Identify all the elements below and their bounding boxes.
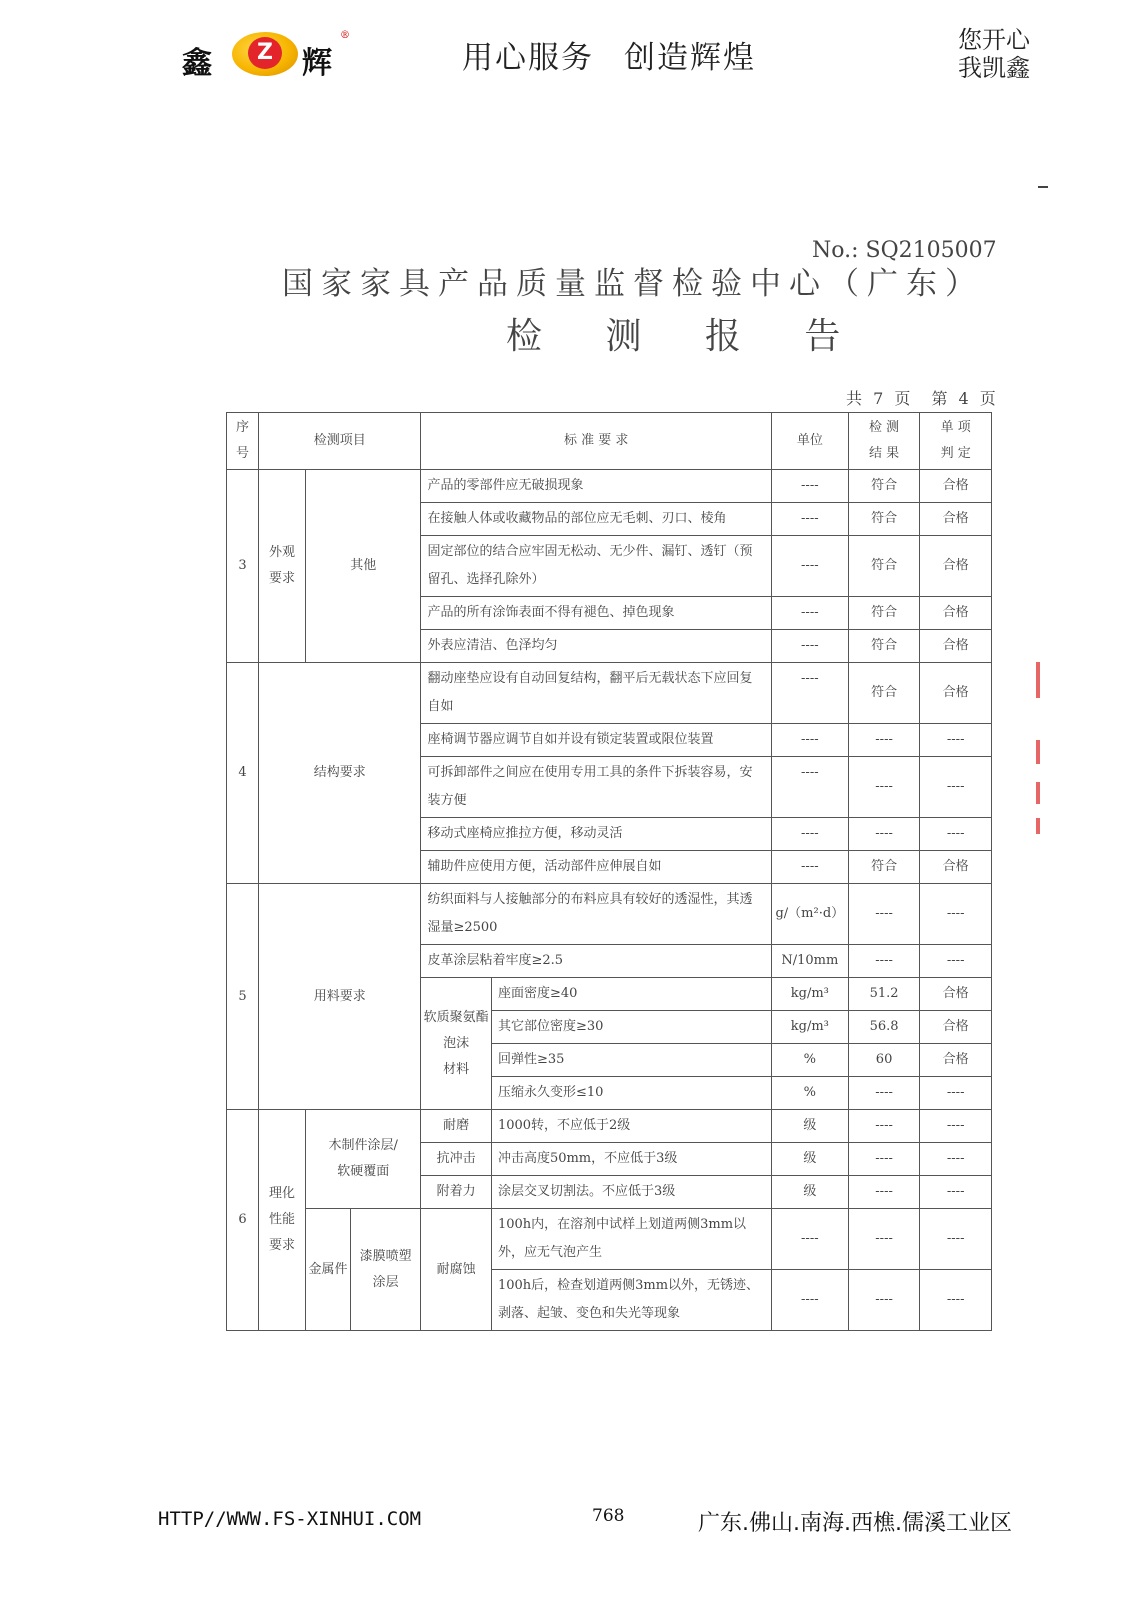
requirement: 100h后，检查划道两侧3mm以外，无锈迹、剥落、起皱、变色和失光等现象 bbox=[491, 1270, 771, 1331]
result: ---- bbox=[848, 818, 920, 851]
foam-material-label: 软质聚氨酯泡沫 材料 bbox=[421, 978, 492, 1110]
verdict: ---- bbox=[920, 757, 992, 818]
requirement: 涂层交叉切割法。不应低于3级 bbox=[491, 1176, 771, 1209]
requirement: 可拆卸部件之间应在使用专用工具的条件下拆装容易，安装方便 bbox=[421, 757, 771, 818]
unit: ---- bbox=[771, 630, 848, 663]
result: 51.2 bbox=[848, 978, 920, 1011]
unit: ---- bbox=[771, 1209, 848, 1270]
tagline bbox=[958, 26, 1030, 82]
result: 符合 bbox=[848, 470, 920, 503]
table-header-row bbox=[227, 413, 992, 470]
page-header bbox=[0, 0, 1131, 110]
company-logo bbox=[182, 28, 354, 80]
metal-part-label: 金属件 bbox=[306, 1209, 351, 1331]
section-category: 理化 性能 要求 bbox=[259, 1110, 306, 1331]
test-name: 抗冲击 bbox=[421, 1143, 492, 1176]
verdict: ---- bbox=[920, 884, 992, 945]
margin-mark bbox=[1038, 186, 1048, 188]
table-row bbox=[227, 470, 992, 503]
requirement: 翻动座垫应设有自动回复结构，翻平后无载状态下应回复自如 bbox=[421, 663, 771, 724]
logo-char-hui: 辉 bbox=[302, 46, 332, 81]
table-row bbox=[227, 663, 992, 724]
unit: % bbox=[771, 1044, 848, 1077]
unit: % bbox=[771, 1077, 848, 1110]
wood-coating-label: 木制件涂层/ 软硬覆面 bbox=[306, 1110, 421, 1209]
result: ---- bbox=[848, 1176, 920, 1209]
verdict: 合格 bbox=[920, 536, 992, 597]
unit: ---- bbox=[771, 597, 848, 630]
verdict: ---- bbox=[920, 1110, 992, 1143]
table-row bbox=[227, 1110, 992, 1143]
current-page: 第 4 页 bbox=[931, 389, 999, 408]
organization-name: 国家家具产品质量监督检验中心（广东） bbox=[282, 266, 984, 302]
requirement: 座面密度≥40 bbox=[491, 978, 771, 1011]
website-link[interactable]: HTTP//WWW.FS-XINHUI.COM bbox=[158, 1508, 422, 1530]
result: ---- bbox=[848, 1143, 920, 1176]
header-verdict: 单 项 判 定 bbox=[920, 413, 992, 470]
slogan-part-1: 用心服务 bbox=[462, 40, 594, 76]
verdict: 合格 bbox=[920, 978, 992, 1011]
requirement: 其它部位密度≥30 bbox=[491, 1011, 771, 1044]
section-number: 6 bbox=[227, 1110, 259, 1331]
result: ---- bbox=[848, 1270, 920, 1331]
unit: ---- bbox=[771, 536, 848, 597]
requirement: 在接触人体或收藏物品的部位应无毛刺、刃口、棱角 bbox=[421, 503, 771, 536]
unit: 级 bbox=[771, 1143, 848, 1176]
result: ---- bbox=[848, 1209, 920, 1270]
verdict: ---- bbox=[920, 1143, 992, 1176]
result: 符合 bbox=[848, 536, 920, 597]
verdict: 合格 bbox=[920, 630, 992, 663]
result: 56.8 bbox=[848, 1011, 920, 1044]
section-category: 用料要求 bbox=[259, 884, 421, 1110]
section-subcategory: 其他 bbox=[306, 470, 421, 663]
unit: ---- bbox=[771, 724, 848, 757]
logo-z-mark: Z bbox=[248, 37, 282, 69]
test-name: 耐磨 bbox=[421, 1110, 492, 1143]
requirement: 冲击高度50mm，不应低于3级 bbox=[491, 1143, 771, 1176]
verdict: ---- bbox=[920, 1176, 992, 1209]
result: 60 bbox=[848, 1044, 920, 1077]
unit: N/10mm bbox=[771, 945, 848, 978]
header-item: 检测项目 bbox=[259, 413, 421, 470]
table-row bbox=[227, 884, 992, 945]
slogan-part-2: 创造辉煌 bbox=[624, 40, 756, 76]
requirement: 座椅调节器应调节自如并设有锁定装置或限位装置 bbox=[421, 724, 771, 757]
header-result: 检 测 结 果 bbox=[848, 413, 920, 470]
verdict: 合格 bbox=[920, 470, 992, 503]
seal-mark bbox=[1036, 740, 1040, 764]
verdict: 合格 bbox=[920, 851, 992, 884]
result: 符合 bbox=[848, 597, 920, 630]
result: 符合 bbox=[848, 663, 920, 724]
verdict: 合格 bbox=[920, 1044, 992, 1077]
requirement: 皮革涂层粘着牢度≥2.5 bbox=[421, 945, 771, 978]
requirement: 移动式座椅应推拉方便，移动灵活 bbox=[421, 818, 771, 851]
tagline-line-1: 您开心 bbox=[958, 26, 1030, 54]
section-category: 结构要求 bbox=[259, 663, 421, 884]
unit: ---- bbox=[771, 757, 848, 818]
verdict: 合格 bbox=[920, 503, 992, 536]
requirement: 回弹性≥35 bbox=[491, 1044, 771, 1077]
unit: ---- bbox=[771, 470, 848, 503]
section-number: 3 bbox=[227, 470, 259, 663]
header-standard: 标 准 要 求 bbox=[421, 413, 771, 470]
logo-char-xin: 鑫 bbox=[182, 46, 212, 81]
verdict: ---- bbox=[920, 818, 992, 851]
company-address: 广东.佛山.南海.西樵.儒溪工业区 bbox=[698, 1511, 1012, 1536]
header-seq: 序 号 bbox=[227, 413, 259, 470]
requirement: 纺织面料与人接触部分的布料应具有较好的透湿性，其透湿量≥2500 bbox=[421, 884, 771, 945]
unit: 级 bbox=[771, 1176, 848, 1209]
verdict: ---- bbox=[920, 1209, 992, 1270]
corrosion-label: 耐腐蚀 bbox=[421, 1209, 492, 1331]
table-row bbox=[227, 1209, 992, 1270]
section-number: 4 bbox=[227, 663, 259, 884]
tagline-line-2: 我凯鑫 bbox=[958, 54, 1030, 82]
slogan bbox=[462, 32, 756, 77]
requirement: 压缩永久变形≤10 bbox=[491, 1077, 771, 1110]
result: 符合 bbox=[848, 503, 920, 536]
verdict: 合格 bbox=[920, 663, 992, 724]
verdict: ---- bbox=[920, 1270, 992, 1331]
requirement: 外表应清洁、色泽均匀 bbox=[421, 630, 771, 663]
verdict: 合格 bbox=[920, 597, 992, 630]
section-category: 外观 要求 bbox=[259, 470, 306, 663]
inspection-table bbox=[226, 412, 992, 1331]
result: 符合 bbox=[848, 851, 920, 884]
result: ---- bbox=[848, 1110, 920, 1143]
page-footer bbox=[0, 1500, 1131, 1540]
result: ---- bbox=[848, 1077, 920, 1110]
result: ---- bbox=[848, 884, 920, 945]
verdict: 合格 bbox=[920, 1011, 992, 1044]
requirement: 辅助件应使用方便，活动部件应伸展自如 bbox=[421, 851, 771, 884]
unit: ---- bbox=[771, 851, 848, 884]
requirement: 固定部位的结合应牢固无松动、无少件、漏钉、透钉（预留孔、选择孔除外） bbox=[421, 536, 771, 597]
seal-mark bbox=[1036, 662, 1040, 698]
header-unit: 单位 bbox=[771, 413, 848, 470]
total-pages: 共 7 页 bbox=[846, 389, 914, 408]
requirement: 1000转，不应低于2级 bbox=[491, 1110, 771, 1143]
unit: ---- bbox=[771, 663, 848, 724]
verdict: ---- bbox=[920, 1077, 992, 1110]
unit: ---- bbox=[771, 1270, 848, 1331]
unit: ---- bbox=[771, 503, 848, 536]
page-number: 768 bbox=[592, 1506, 625, 1526]
result: 符合 bbox=[848, 630, 920, 663]
result: ---- bbox=[848, 724, 920, 757]
coating-label: 漆膜喷塑 涂层 bbox=[350, 1209, 421, 1331]
test-name: 附着力 bbox=[421, 1176, 492, 1209]
verdict: ---- bbox=[920, 945, 992, 978]
logo-emblem-icon bbox=[232, 32, 298, 76]
requirement: 100h内，在溶剂中试样上划道两侧3mm以外，应无气泡产生 bbox=[491, 1209, 771, 1270]
requirement: 产品的零部件应无破损现象 bbox=[421, 470, 771, 503]
unit: ---- bbox=[771, 818, 848, 851]
seal-mark bbox=[1036, 818, 1040, 834]
result: ---- bbox=[848, 945, 920, 978]
page-info bbox=[846, 386, 999, 409]
verdict: ---- bbox=[920, 724, 992, 757]
registered-mark: ® bbox=[340, 30, 350, 41]
unit: 级 bbox=[771, 1110, 848, 1143]
requirement: 产品的所有涂饰表面不得有褪色、掉色现象 bbox=[421, 597, 771, 630]
result: ---- bbox=[848, 757, 920, 818]
unit: kg/m³ bbox=[771, 978, 848, 1011]
unit: kg/m³ bbox=[771, 1011, 848, 1044]
report-title: 检 测 报 告 bbox=[506, 316, 867, 357]
unit: g/（m²·d） bbox=[771, 884, 848, 945]
report-number: No.: SQ2105007 bbox=[812, 238, 997, 263]
section-number: 5 bbox=[227, 884, 259, 1110]
seal-mark bbox=[1036, 782, 1040, 804]
